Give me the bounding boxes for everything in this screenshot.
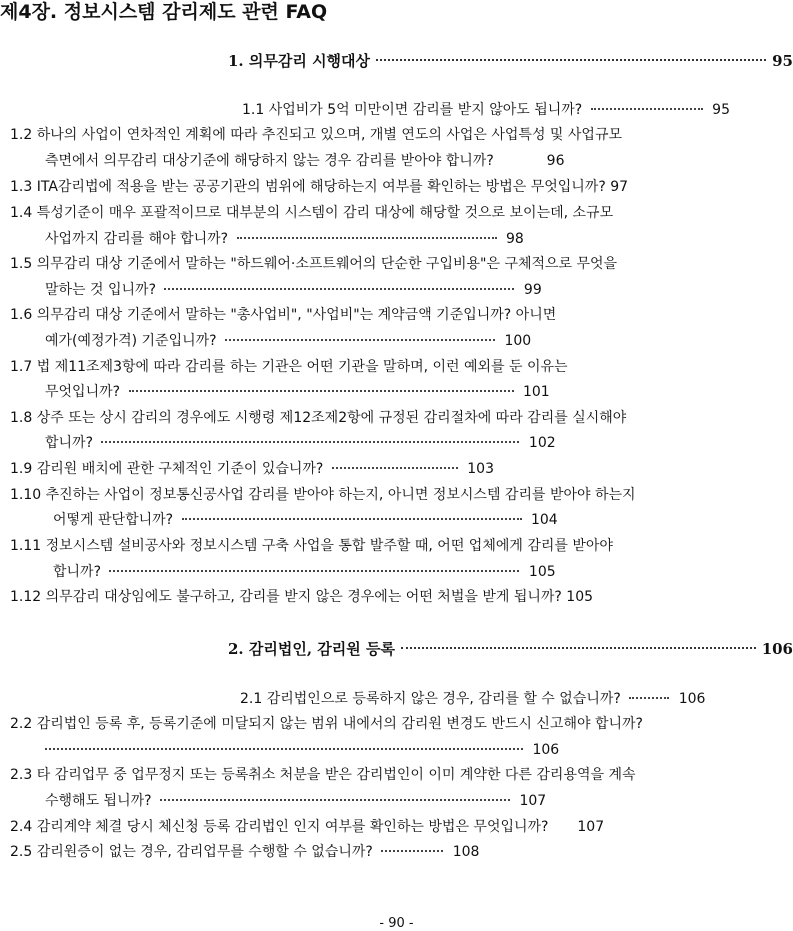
entry-text: 감리계약 체결 당시 체신청 등록 감리법인 인지 여부를 확인하는 방법은 무엇입니까?	[36, 819, 549, 835]
entry-page: 100	[504, 333, 532, 349]
entry-number: 1.6	[10, 307, 33, 323]
entry-number: 2.5	[10, 844, 33, 860]
entry-page: 99	[523, 282, 542, 298]
toc-entry	[10, 486, 636, 504]
entry-page: 97	[610, 179, 629, 195]
toc-entry	[10, 715, 643, 733]
entry-number: 1.11	[10, 538, 42, 554]
toc-entry	[10, 537, 613, 555]
toc-entry-continuation	[45, 152, 565, 170]
toc-entry-continuation	[45, 741, 559, 759]
toc-entry	[10, 126, 622, 144]
dot-leader	[629, 697, 669, 699]
toc-entry-continuation	[45, 230, 524, 248]
entry-number: 1.3	[10, 179, 33, 195]
chapter-title: 제4장. 정보시스템 감리제도 관련 FAQ	[0, 1, 328, 23]
entry-number: 1.8	[10, 410, 33, 426]
dot-leader	[45, 748, 523, 750]
entry-page: 104	[530, 512, 558, 528]
entry-page: 102	[528, 435, 556, 451]
toc-entry	[242, 101, 730, 119]
entry-text: 상주 또는 상시 감리의 경우에도 시행령 제12조제2항에 규정된 감리절차에 따라 감리를 실시해야	[36, 410, 627, 426]
toc-entry	[10, 409, 626, 427]
toc-entry	[10, 255, 617, 273]
entry-number: 1.5	[10, 256, 33, 272]
dot-leader	[160, 799, 510, 801]
dot-leader	[109, 570, 519, 572]
entry-text: 어떻게 판단합니까?	[53, 512, 174, 528]
toc-entry-continuation	[53, 511, 558, 529]
dot-leader	[376, 59, 766, 61]
entry-page: 98	[505, 231, 524, 247]
entry-text: 합니까?	[53, 564, 102, 580]
entry-number: 2.1	[240, 691, 263, 707]
entry-page: 105	[566, 589, 594, 605]
entry-page: 107	[577, 819, 605, 835]
toc-entry	[10, 843, 479, 861]
toc-entry-continuation	[45, 383, 550, 401]
entry-text: 측면에서 의무감리 대상기준에 해당하지 않는 경우 감리를 받아야 합니까?	[45, 153, 494, 169]
entry-page: 101	[522, 384, 550, 400]
entry-text: 감리원증이 없는 경우, 감리업무를 수행할 수 없습니까?	[36, 844, 373, 860]
section-heading	[228, 638, 793, 659]
entry-page: 108	[452, 844, 480, 860]
entry-text: 타 감리업무 중 업무정지 또는 등록취소 처분을 받은 감리법인이 이미 계약한 다른 감리용역을 계속	[36, 767, 636, 783]
entry-number: 1.12	[10, 589, 42, 605]
toc-entry	[10, 204, 613, 222]
section-page: 95	[772, 52, 793, 70]
entry-number: 1.1	[242, 102, 265, 118]
entry-page: 106	[678, 691, 706, 707]
entry-text: 특성기준이 매우 포괄적이므로 대부분의 시스템이 감리 대상에 해당할 것으로 보이는데, 소규모	[36, 205, 614, 221]
entry-text: 말하는 것 입니까?	[45, 282, 156, 298]
toc-entry	[10, 818, 604, 836]
entry-text: 사업까지 감리를 해야 합니까?	[45, 231, 229, 247]
toc-entry	[10, 766, 636, 784]
toc-entry	[240, 690, 705, 708]
toc-entry-continuation	[45, 792, 546, 810]
toc-entry-continuation	[53, 563, 556, 581]
entry-text: 수행해도 됩니까?	[45, 793, 152, 809]
entry-number: 1.9	[10, 461, 33, 477]
entry-text: 의무감리 대상임에도 불구하고, 감리를 받지 않은 경우에는 어떤 처벌을 받게 됩니까?	[45, 589, 562, 605]
entry-text: 감리법인으로 등록하지 않은 경우, 감리를 할 수 없습니까?	[266, 691, 621, 707]
entry-page: 95	[712, 102, 730, 118]
dot-leader	[129, 390, 514, 392]
entry-text: 의무감리 대상 기준에서 말하는 "총사업비", "사업비"는 계약금액 기준입니까? 아니면	[36, 307, 557, 323]
entry-text: 추진하는 사업이 정보통신공사업 감리를 받아야 하는지, 아니면 정보시스템 감리를 받아야 하는지	[45, 487, 636, 503]
dot-leader	[101, 441, 519, 443]
section-heading	[228, 50, 793, 71]
entry-text: 예가(예정가격) 기준입니까?	[45, 333, 217, 349]
entry-text: 의무감리 대상 기준에서 말하는 "하드웨어·소프트웨어의 단순한 구입비용"은 구체적으로 무엇을	[36, 256, 618, 272]
entry-number: 1.7	[10, 359, 33, 375]
entry-text: 법 제11조제3항에 따라 감리를 하는 기관은 어떤 기관을 말하며, 이런 예외를 둔 이유는	[36, 359, 568, 375]
dot-leader	[225, 339, 495, 341]
entry-page: 96	[546, 153, 565, 169]
toc-entry	[10, 460, 494, 478]
entry-number: 2.4	[10, 819, 33, 835]
dot-leader	[591, 108, 703, 110]
toc-entry	[10, 588, 593, 606]
page-number: - 90 -	[379, 916, 414, 931]
entry-text: 무엇입니까?	[45, 384, 121, 400]
entry-text: ITA감리법에 적용을 받는 공공기관의 범위에 해당하는지 여부를 확인하는 방법은 무엇입니까?	[36, 179, 606, 195]
entry-page: 105	[528, 564, 556, 580]
entry-text: 사업비가 5억 미만이면 감리를 받지 않아도 됩니까?	[268, 102, 583, 118]
entry-number: 1.4	[10, 205, 33, 221]
entry-page: 103	[467, 461, 494, 477]
dot-leader	[381, 850, 443, 852]
toc-entry-continuation	[45, 434, 556, 452]
toc-entry-continuation	[45, 281, 542, 299]
entry-page: 107	[519, 793, 547, 809]
dot-leader	[401, 647, 756, 649]
section-title: 2. 감리법인, 감리원 등록	[228, 640, 395, 658]
toc-entry	[10, 306, 556, 324]
dot-leader	[237, 237, 497, 239]
entry-text: 감리원 배치에 관한 구체적인 기준이 있습니까?	[36, 461, 324, 477]
section-page: 106	[761, 640, 793, 658]
toc-entry	[10, 358, 568, 376]
entry-number: 1.10	[10, 487, 42, 503]
dot-leader	[164, 288, 514, 290]
toc-entry-continuation	[45, 332, 531, 350]
dot-leader	[182, 518, 522, 520]
entry-text: 정보시스템 설비공사와 정보시스템 구축 사업을 통합 발주할 때, 어떤 업체에게 감리를 받아야	[45, 538, 613, 554]
section-title: 1. 의무감리 시행대상	[228, 52, 371, 70]
entry-text: 합니까?	[45, 435, 94, 451]
toc-entry	[10, 178, 628, 196]
entry-text: 감리법인 등록 후, 등록기준에 미달되지 않는 범위 내에서의 감리원 변경도 반드시 신고해야 합니까?	[36, 716, 643, 732]
dot-leader	[332, 467, 458, 469]
entry-number: 2.2	[10, 716, 33, 732]
entry-number: 1.2	[10, 127, 33, 143]
entry-number: 2.3	[10, 767, 33, 783]
entry-page: 106	[532, 742, 560, 758]
entry-text: 하나의 사업이 연차적인 계획에 따라 추진되고 있으며, 개별 연도의 사업은 사업특성 및 사업규모	[36, 127, 623, 143]
